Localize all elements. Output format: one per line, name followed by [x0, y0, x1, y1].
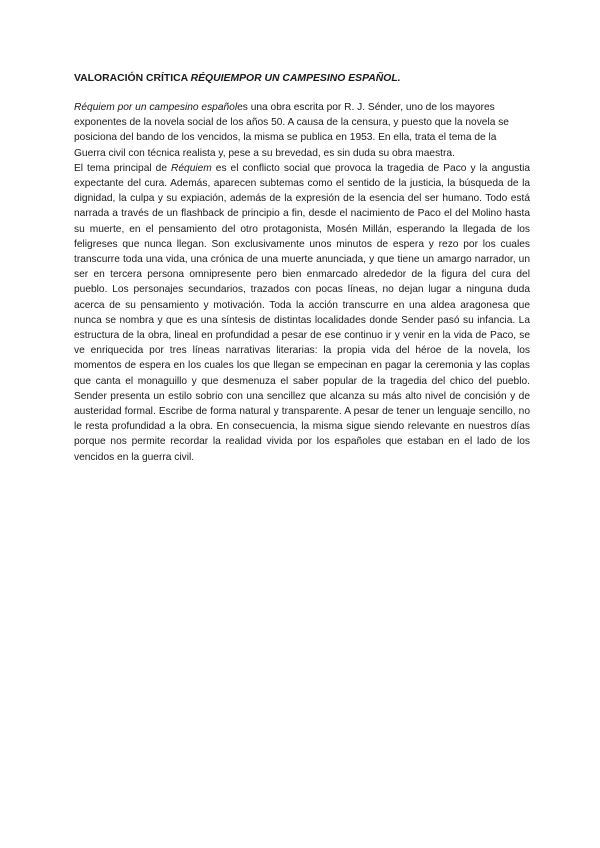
paragraph-analysis [74, 161, 530, 465]
book-short-title: Réquiem [171, 162, 212, 174]
paragraph-analysis-text: es el conflicto social que provoca la tragedia de Paco y la angustia expectante del cura. Además, aparecen subtemas como el sentido de la justicia, la búsqueda de la dignidad, la culpa y su expiación, además de la expresión de la esencia del ser humano. Todo está narrada a través de un flashback de principio a fin, desde el nacimiento de Paco el del Molino hasta su muerte, en el pensamiento del otro protagonista, Mosén Millán, esperando la llegada de los feligreses que nunca llegan. Son exclusivamente unos minutos de espera y rezo por los cuales transcurre toda una vida, una crónica de una muerte anunciada, y que tiene un amargo narrador, un ser en tercera persona omnipresente pero bien enmarcado alrededor de la figura del cura del pueblo. Los personajes secundarios, trazados con pocas líneas, no dejan lugar a ninguna duda acerca de su pensamiento y motivación. Toda la acción transcurre en una aldea aragonesa que nunca se nombra y que es una síntesis de distintas localidades donde Sender pasó su infancia. La estructura de la obra, lineal en profundidad a pesar de ese continuo ir y venir en la vida de Paco, se ve enriquecida por tres líneas narrativas literarias: la propia vida del héroe de la novela, los momentos de espera en los cuales los que llegan se empecinan en pagar la ceremonia y las coplas que canta el monaguillo y que desmenuza el saber popular de la tragedia del chico del pueblo. Sender presenta un estilo sobrio con una sencillez que alcanza su más alto nivel de concisión y de austeridad formal. Escribe de forma natural y transparente. A pesar de tener un lenguaje sencillo, no le resta profundidad a la obra. En consecuencia, la misma sigue siendo relevante en nuestros días porque nos permite recordar la realidad vivida por los españoles que estaban en el lado de los vencidos en la guerra civil. [74, 162, 530, 463]
paragraph-analysis-lead: El tema principal de [74, 162, 171, 174]
title-book-name: RÉQUIEMPOR UN CAMPESINO ESPAÑOL. [190, 73, 401, 84]
title-prefix: VALORACIÓN CRÍTICA [74, 73, 191, 84]
book-title-reference: Réquiem por un campesino español [74, 102, 238, 113]
paragraph-intro-text: es una obra escrita por R. J. Sénder, uno de los mayores exponentes de la novela social de los años 50. A causa de la censura, y puesto que la novela se posiciona del bando de los vencidos, la misma se publica en 1953. En ella, trata el tema de la Guerra civil con técnica realista y, pese a su brevedad, es sin duda su obra maestra. [74, 102, 509, 159]
paragraph-intro [74, 100, 530, 161]
document-body [74, 100, 530, 465]
document-title [74, 72, 534, 85]
